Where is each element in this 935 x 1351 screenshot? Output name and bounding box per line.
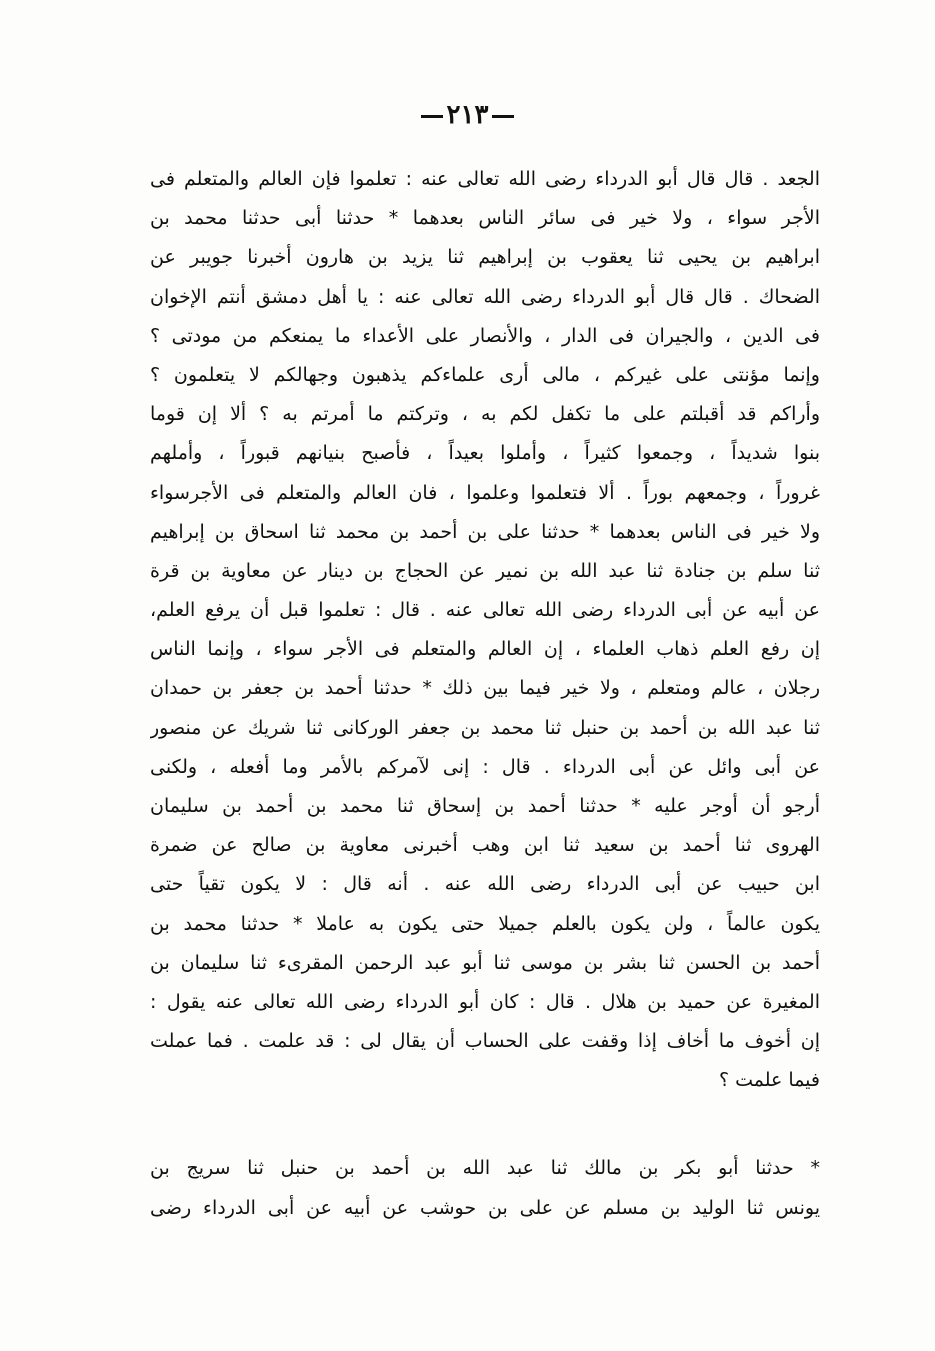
text-line: الجعد . قال قال أبو الدرداء رضى الله تعالى عنه : تعلموا فإن العالم والمتعلم فى bbox=[150, 168, 820, 190]
text-line: يكون عالماً ، ولن يكون بالعلم جميلا حتى يكون به عاملا * حدثنا محمد بن bbox=[150, 912, 820, 935]
text-line: رجلان ، عالم ومتعلم ، ولا خير فيما بين ذلك * حدثنا أحمد بن جعفر بن حمدان bbox=[150, 677, 820, 700]
text-line: أحمد بن الحسن ثنا بشر بن موسى ثنا أبو عبد الرحمن المقرىء ثنا سليمان بن bbox=[150, 951, 820, 974]
text-line: وإنما مؤنتى على غيركم ، مالى أرى علماءكم يذهبون وجهالكم لا يتعلمون ؟ bbox=[150, 363, 820, 386]
text-line: إن رفع العلم ذهاب العلماء ، إن العالم والمتعلم فى الأجر سواء ، وإنما الناس bbox=[150, 638, 820, 661]
text-line: عن أبيه عن أبى الدرداء رضى الله تعالى عنه . قال : تعلموا قبل أن يرفع العلم، bbox=[150, 599, 820, 622]
text-line: الضحاك . قال قال أبو الدرداء رضى الله تعالى عنه : يا أهل دمشق أنتم الإخوان bbox=[150, 285, 820, 308]
text-line: بنوا شديداً ، وجمعوا كثيراً ، وأملوا بعيداً ، فأصبح بنيانهم قبوراً ، وأملهم bbox=[150, 442, 820, 465]
text-line: عن أبى وائل عن أبى الدرداء . قال : إنى لآمركم بالأمر وما أفعله ، ولكنى bbox=[150, 755, 820, 778]
page-number bbox=[0, 100, 935, 130]
text-line: الأجر سواء ، ولا خير فى سائر الناس بعدهما * حدثنا أبى حدثنا محمد بن bbox=[150, 207, 820, 230]
page-number-text: ٢١٣ bbox=[446, 100, 489, 130]
text-line: غروراً ، وجمعهم بوراً . ألا فتعلموا وعلموا ، فان العالم والمتعلم فى الأجرسواء bbox=[150, 481, 820, 504]
text-line: أرجو أن أوجر عليه * حدثنا أحمد بن إسحاق ثنا محمد بن أحمد بن سليمان bbox=[150, 795, 820, 817]
text-line: ابراهيم بن يحيى ثنا يعقوب بن إبراهيم ثنا يزيد بن هارون أخبرنا جويبر عن bbox=[150, 246, 820, 269]
text-line: فيما علمت ؟ bbox=[718, 1069, 820, 1092]
text-line: المغيرة عن حميد بن هلال . قال : كان أبو الدرداء رضى الله تعالى عنه يقول : bbox=[150, 990, 820, 1013]
main-paragraph bbox=[150, 160, 820, 1101]
dash-left bbox=[492, 115, 514, 118]
text-line: ثنا عبد الله بن أحمد بن حنبل ثنا محمد بن جعفر الوركانى ثنا شريك عن منصور bbox=[150, 716, 820, 739]
text-line: يونس ثنا الوليد بن مسلم عن على بن حوشب عن أبيه عن أبى الدرداء رضى bbox=[150, 1197, 820, 1219]
text-line: ابن حبيب عن أبى الدرداء رضى الله عنه . أنه قال : لا يكون تقياً حتى bbox=[150, 873, 820, 896]
text-line: إن أخوف ما أخاف إذا وقفت على الحساب أن يقال لى : قد علمت . فما عملت bbox=[150, 1030, 820, 1053]
text-line: الهروى ثنا أحمد بن سعيد ثنا ابن وهب أخبرنى معاوية بن صالح عن ضمرة bbox=[150, 834, 820, 857]
text-line: وأراكم قد أقبلتم على ما تكفل لكم به ، وتركتم ما أمرتم به ؟ ألا إن قوما bbox=[150, 403, 820, 426]
text-line: ولا خير فى الناس بعدهما * حدثنا على بن أحمد بن محمد ثنا اسحاق بن إبراهيم bbox=[150, 520, 820, 543]
dash-right bbox=[421, 115, 443, 118]
text-line: * حدثنا أبو بكر بن مالك ثنا عبد الله بن أحمد بن حنبل ثنا سريج بن bbox=[150, 1157, 820, 1179]
text-line: ثنا سلم بن جنادة ثنا عبد الله بن نمير عن الحجاج بن دينار عن معاوية بن قرة bbox=[150, 559, 820, 582]
text-line: فى الدين ، والجيران فى الدار ، والأنصار على الأعداء ما يمنعكم من مودتى ؟ bbox=[150, 324, 820, 347]
second-paragraph bbox=[150, 1148, 820, 1228]
